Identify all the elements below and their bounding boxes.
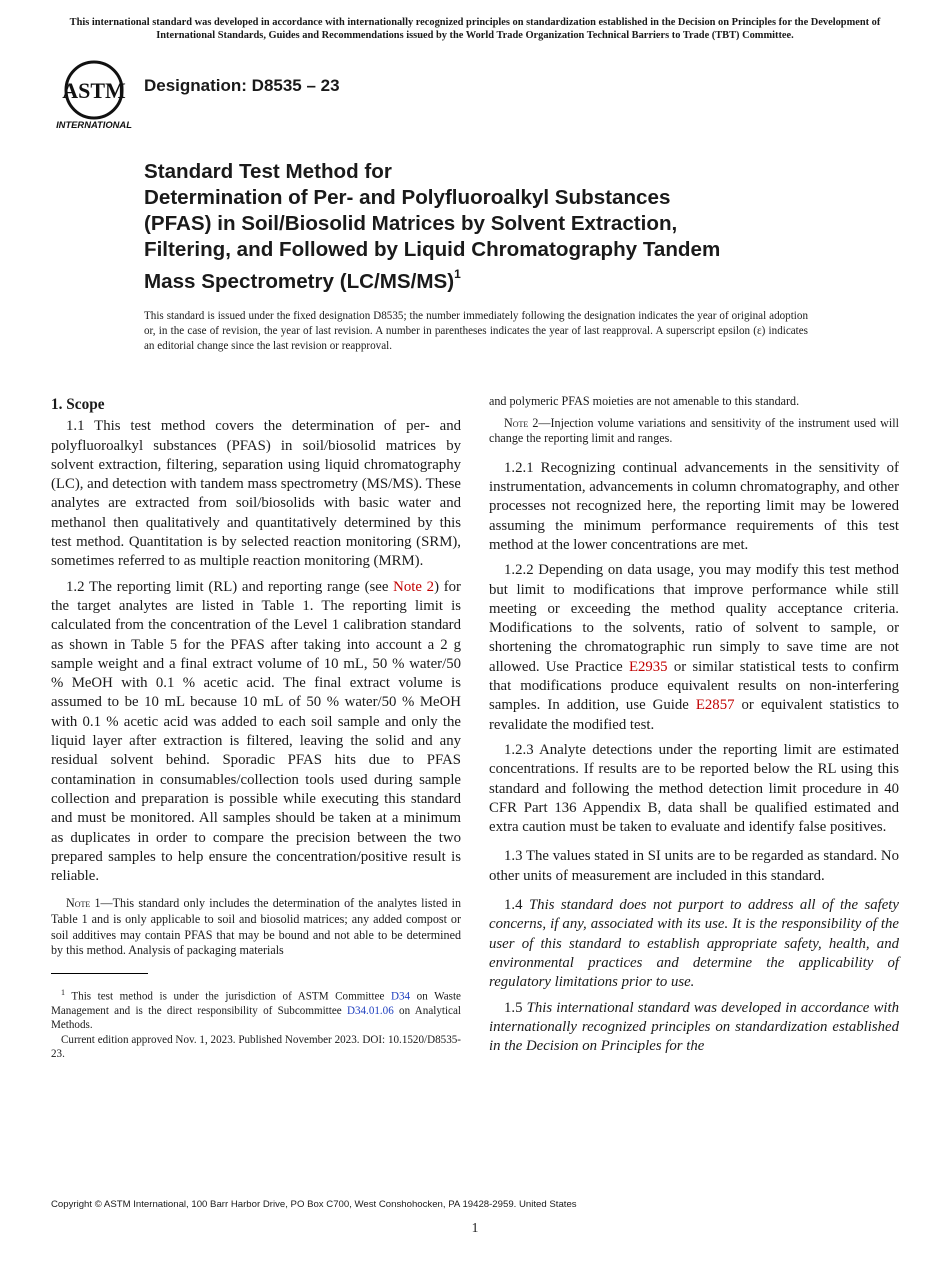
- note-1: [51, 896, 461, 958]
- note-2-label: Note 2: [504, 415, 539, 430]
- paragraph-1-2-2-text: or similar statistical tests to confirm that modifications produce equivalent results on non-interfering samples. In addition, use Guide: [489, 658, 899, 714]
- note-2-link[interactable]: Note 2: [393, 578, 435, 595]
- paragraph-1-2-1: 1.2.1 Recognizing continual advancements in the sensitivity of instrumentation, advancements in column chromatography, and other processes not recognized here, the reporting limit may be lowered assuming the minimum performance requirements of this test method at the lower concentrations are met.: [489, 459, 899, 553]
- footnote-1-text: on Waste Management and is the direct responsibility of Subcommittee: [51, 990, 461, 1017]
- committee-d34-link[interactable]: D34: [391, 990, 411, 1003]
- footnote-1-mark: 1: [61, 987, 65, 997]
- paragraph-1-2-2-text: 1.2.2 Depending on data usage, you may modify this test method but limit to modifications that improve performance while still meeting or exceeding the method quality acceptance criteria. Modifications to the solvents, ratio of solvent to sample, or shortening the chromatographic run simply to save time are not allowed. Use Practice: [489, 562, 899, 675]
- footnote-1-edition: Current edition approved Nov. 1, 2023. Published November 2023. DOI: 10.1520/D8535-23.: [51, 1033, 461, 1061]
- subcommittee-d34-01-06-link[interactable]: D34.01.06: [346, 1004, 394, 1017]
- note-1-continued: and polymeric PFAS moieties are not amenable to this standard.: [489, 394, 800, 408]
- logo-caption: INTERNATIONAL: [56, 119, 132, 130]
- note-1-text: —This standard only includes the determination of the analytes listed in Table 1 and is only applicable to soil and biosolid matrices; any added compost or soil additives may contain PFAS that may be bound and not able to be determined by this method. Analysis of packaging materials: [51, 896, 462, 958]
- paragraph-1-5: [489, 999, 899, 1057]
- paragraph-1-2-start: 1.2 The reporting limit (RL) and reporting range (see: [66, 578, 394, 595]
- designation: Designation: D8535 – 23: [144, 76, 340, 95]
- footnote-1-text: on Analytical Methods.: [51, 1004, 461, 1032]
- title-line: Determination of Per- and Polyfluoroalkyl Substances: [144, 186, 671, 209]
- guide-e2857-link[interactable]: E2857: [695, 697, 735, 714]
- footnote-1-text: This test method is under the jurisdiction of ASTM Committee: [65, 990, 391, 1003]
- document-title: [144, 159, 834, 295]
- paragraph-1-5-number: 1.5: [504, 999, 527, 1016]
- note-2: [489, 416, 899, 447]
- footnote-rule: [51, 973, 148, 974]
- paragraph-1-2-end: ) for the target analytes are listed in Table 1. The reporting limit is calculated from the concentration of the Level 1 calibration standard as shown in Table 5 for the PFAS after taking into account a 2 g sample weight and a final extract volume of 10 mL, 50 % water/50 % MeOH with 0.1 % acetic acid. The final extract volume is assumed to be 10 mL because 10 mL of 50 % water/50 % MeOH with 0.1 % acetic acid was added to each soil sample and only the liquid layer after extraction is filtered, leaving the solid and any residual solvent behind. Sporadic PFAS hits due to PFAS contamination in consumables/collection tools used during sample collection and preparation is possible while executing this standard and must be monitored. All samples should be taken at a minimum as duplicates in order to compare the precision between the two prepared samples to help ensure the concentration/positive result is reliable.: [51, 578, 461, 885]
- title-line: Filtering, and Followed by Liquid Chromatography Tandem: [144, 238, 721, 261]
- paragraph-1-3: 1.3 The values stated in SI units are to be regarded as standard. No other units of measurement are included in this standard.: [489, 848, 899, 884]
- copyright-notice: Copyright © ASTM International, 100 Barr Harbor Drive, PO Box C700, West Conshohocken, PA 19428-2959. United States: [51, 1199, 577, 1210]
- paragraph-1-4-text: This standard does not purport to address all of the safety concerns, if any, associated with its use. It is the responsibility of the user of this standard to establish appropriate safety, health, and environmental practices and determine the applicability of regulatory limitations prior to use.: [489, 897, 899, 991]
- footnote-1: [51, 986, 461, 1033]
- paragraph-1-4: [489, 896, 899, 992]
- paragraph-1-2-3: 1.2.3 Analyte detections under the reporting limit are estimated concentrations. If results are to be reported below the RL using this standard and following the method detection limit procedure in 40 CFR Part 136 Appendix B, data shall be qualified estimated and extra caution must be taken to evaluate and identify false positives.: [489, 741, 899, 836]
- left-column: [51, 394, 461, 1062]
- paragraph-1-1: 1.1 This test method covers the determination of per- and polyfluoroalkyl substances (PFAS) in soil/biosolid matrices by solvent extraction, filtering, separation using liquid chromatography (LC), and detection with tandem mass spectrometry (MS/MS). These analytes are extracted from soil/biosolids with basic water and methanol then qualitatively and quantitatively determined by this test method. Quantitation is by selected reaction monitoring (SRM), sometimes referred to as multiple reaction monitoring (MRM).: [51, 418, 461, 570]
- title-line: Standard Test Method for: [144, 160, 392, 183]
- note-1-label: Note 1: [66, 896, 101, 911]
- section-heading-scope: 1. Scope: [51, 396, 105, 413]
- title-footnote-mark: 1: [454, 267, 461, 281]
- practice-e2935-link[interactable]: E2935: [628, 658, 668, 675]
- paragraph-1-5-text: This international standard was developed in accordance with internationally recognized principles on standardization established in the Decision on Principles for the: [489, 999, 899, 1055]
- paragraph-1-4-number: 1.4: [504, 897, 529, 914]
- paragraph-1-2-2: [489, 561, 899, 735]
- logo-wordmark: ASTM: [62, 78, 126, 103]
- note-2-text: —Injection volume variations and sensitivity of the instrument used will change the reporting limit and ranges.: [489, 415, 899, 446]
- right-column: [489, 394, 899, 1056]
- issuance-statement: This standard is issued under the fixed designation D8535; the number immediately following the designation indicates the year of original adoption or, in the case of revision, the year of last revision. A number in parentheses indicates the year of last reapproval. A superscript epsilon (ε) indicates an editorial change since the last revision or reapproval.: [144, 310, 808, 353]
- page-number: 1: [471, 1220, 479, 1235]
- title-line: Mass Spectrometry (LC/MS/MS): [144, 269, 455, 293]
- wto-tbt-notice: This international standard was developed in accordance with internationally recognized principles on standardization established in the Decision on Principles for the Development of International Standards, Guides and Recommendations issued by the World Trade Organization Technical Barriers to Trade (TBT) Committee.: [69, 17, 881, 41]
- title-line: (PFAS) in Soil/Biosolid Matrices by Solvent Extraction,: [144, 212, 678, 235]
- astm-logo: [52, 57, 136, 133]
- paragraph-1-2-2-text: or equivalent statistics to revalidate the modified test.: [489, 697, 899, 733]
- paragraph-1-2: [51, 578, 461, 887]
